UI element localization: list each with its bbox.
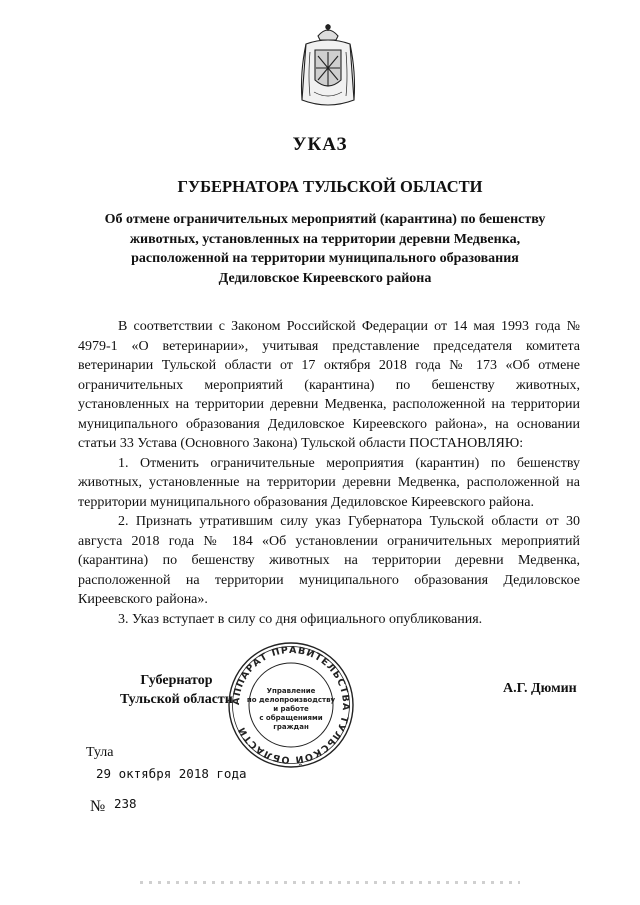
clause-1-paragraph: 1. Отменить ограничительные мероприятия (карантин) по бешенству животных, установленные на территории деревни Медвенка, расположенной на территории муниципального образования Дедиловское Киреевского района. xyxy=(78,455,580,510)
clause-3-paragraph: 3. Указ вступает в силу со дня официального опубликования. xyxy=(118,611,483,627)
document-number: 238 xyxy=(114,796,137,811)
footer-scan-artifact xyxy=(140,881,520,884)
number-sign: № xyxy=(90,798,106,815)
signatory-name: А.Г. Дюмин xyxy=(503,681,577,696)
document-city: Тула xyxy=(86,745,114,760)
coat-of-arms-emblem xyxy=(296,22,360,110)
subject-line: расположенной на территории муниципального образования xyxy=(131,251,519,266)
subject-line: Дедиловское Киреевского района xyxy=(218,270,432,286)
stamp-outer-text: АППАРАТ ПРАВИТЕЛЬСТВА ТУЛЬСКОЙ ОБЛАСТИ xyxy=(230,644,352,766)
official-stamp xyxy=(226,640,356,770)
stamp-inner-line: с обращениями xyxy=(259,714,323,722)
stamp-inner-line: и работе xyxy=(273,705,309,713)
document-title: УКАЗ xyxy=(292,134,348,155)
clause-2-paragraph: 2. Признать утратившим силу указ Губернатора Тульской области от 30 августа 2018 года № 184 «Об установлении ограничительных мероприятий (карантина) по бешенству животных на территории деревни Медвенка, расположенной на территории муниципального образования Дедиловское Киреевского района». xyxy=(78,514,580,607)
stamp-inner-line: Управление xyxy=(266,687,316,695)
signatory-position xyxy=(120,671,233,709)
subject-line: животных, установленных на территории деревни Медвенка, xyxy=(129,231,521,247)
position-line: Губернатор xyxy=(140,673,213,688)
stamp-inner-line: по делопроизводству xyxy=(246,696,336,704)
document-body xyxy=(78,317,580,629)
subject-line: Об отмене ограничительных мероприятий (карантина) по бешенству xyxy=(104,212,546,227)
document-date: 29 октября 2018 года xyxy=(96,766,247,781)
document-subject xyxy=(80,210,570,288)
document-issuer: ГУБЕРНАТОРА ТУЛЬСКОЙ ОБЛАСТИ xyxy=(177,177,483,196)
preamble-paragraph: В соответствии с Законом Российской Федерации от 14 мая 1993 года № 4979-1 «О ветеринарии», учитывая представление председателя комитета ветеринарии Тульской области от 17 октября 2018 года № 173 «Об отмене ограничительных мероприятий (карантина) по бешенству животных, установленных на территории деревни Медвенка, расположенной на территории муниципального образования Дедиловское Киреевского района», на основании статьи 33 Устава (Основного Закона) Тульской области ПОСТАНОВЛЯЮ: xyxy=(78,319,580,451)
position-line: Тульской области xyxy=(120,692,233,707)
stamp-inner-line: граждан xyxy=(273,723,309,731)
